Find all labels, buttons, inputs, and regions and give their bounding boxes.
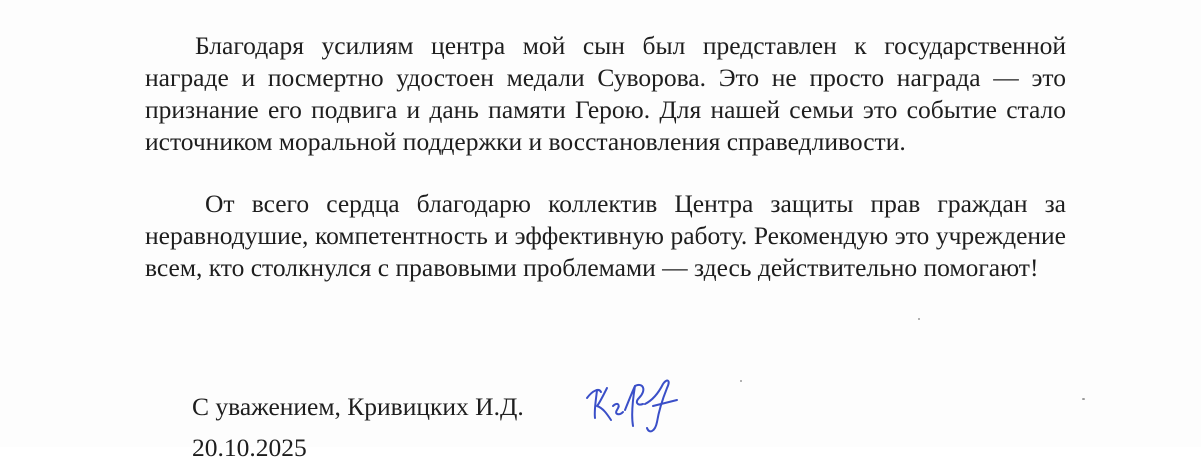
scan-speck: [1082, 398, 1085, 400]
paragraph-gratitude-award: Благодаря усилиям центра мой сын был представлен к государственной награде и посмертно удостоен медали Суворова. Это не просто награда — это признание его подвига и дань памяти Герою. Для нашей семьи это событие стало источником моральной поддержки и восстановления справедливости.: [145, 31, 1066, 156]
handwritten-signature: [583, 370, 683, 436]
closing-line: С уважением, Кривицких И.Д.: [192, 392, 524, 421]
scan-speck: [918, 318, 920, 320]
date-line: 20.10.2025: [192, 433, 307, 462]
paragraph-recommendation: От всего сердца благодарю коллектив Центра защиты прав граждан за неравнодушие, компетентность и эффективную работу. Рекомендую это учреждение всем, кто столкнулся с правовыми проблемами — здесь действительно помогают!: [145, 189, 1066, 282]
scan-speck: [740, 380, 742, 382]
